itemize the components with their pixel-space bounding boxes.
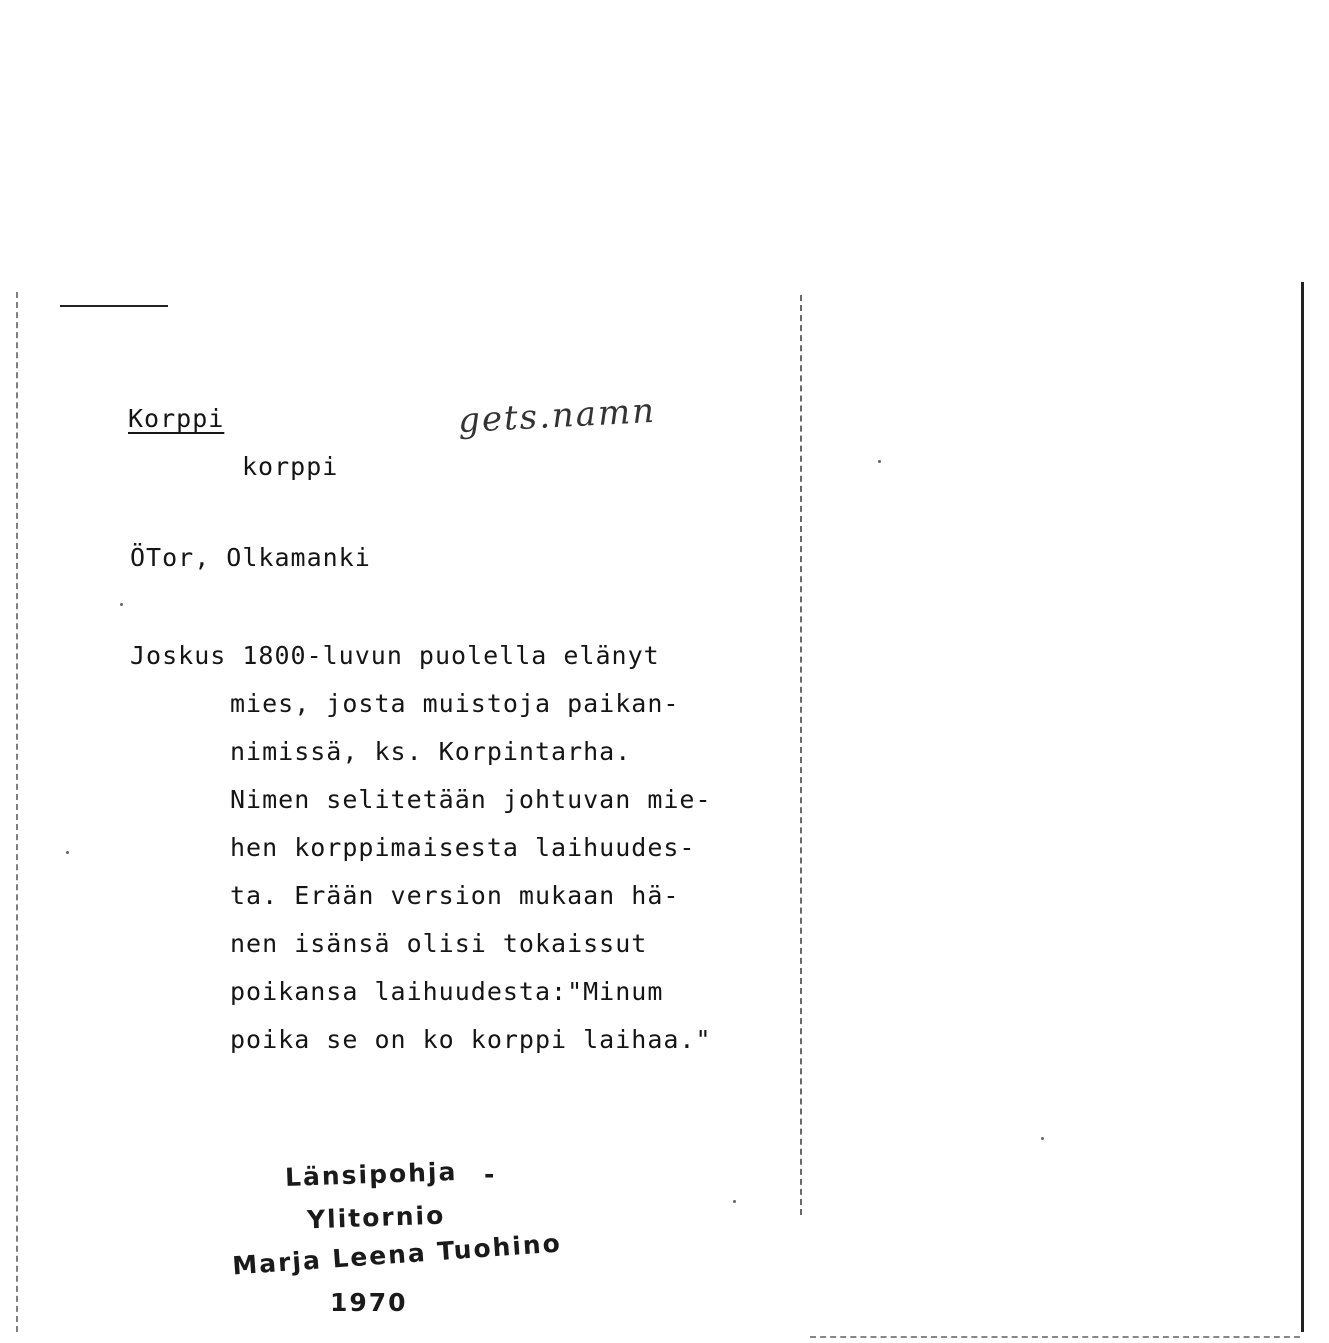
stamp-collector: Marja Leena Tuohino [231, 1228, 563, 1281]
description-line: mies, josta muistoja paikan- [230, 689, 680, 718]
stamp-region: Länsipohja [284, 1157, 458, 1192]
card-right-edge [1301, 282, 1304, 1332]
scan-speck [120, 603, 123, 606]
description-line: nimissä, ks. Korpintarha. [230, 737, 632, 766]
description-text [130, 632, 712, 1064]
scan-speck [733, 1200, 736, 1203]
description-line: poika se on ko korppi laihaa." [230, 1025, 712, 1054]
description-line: poikansa laihuudesta:"Minum [230, 977, 664, 1006]
stamp-dash: - [484, 1160, 497, 1189]
stamp-parish: Ylitornio [306, 1200, 446, 1235]
scan-speck [1041, 1137, 1044, 1140]
place-location: ÖTor, Olkamanki [130, 543, 371, 572]
headword: Korppi [128, 404, 225, 433]
description-line: nen isänsä olisi tokaissut [230, 929, 648, 958]
scan-speck [878, 460, 881, 463]
card-bottom-edge [810, 1336, 1300, 1338]
top-rule [60, 305, 168, 307]
variant-form: korppi [242, 452, 339, 481]
description-line: Joskus 1800-luvun puolella elänyt [130, 641, 660, 670]
description-line: hen korppimaisesta laihuudes- [230, 833, 696, 862]
description-line: ta. Erään version mukaan hä- [230, 881, 680, 910]
handwritten-note: gets.namn [457, 390, 658, 442]
stamp-year: 1970 [330, 1288, 408, 1317]
card-left-edge [16, 292, 18, 1332]
description-line: Nimen selitetään johtuvan mie- [230, 785, 712, 814]
card-fold-line [800, 295, 802, 1215]
scan-speck [66, 851, 69, 854]
